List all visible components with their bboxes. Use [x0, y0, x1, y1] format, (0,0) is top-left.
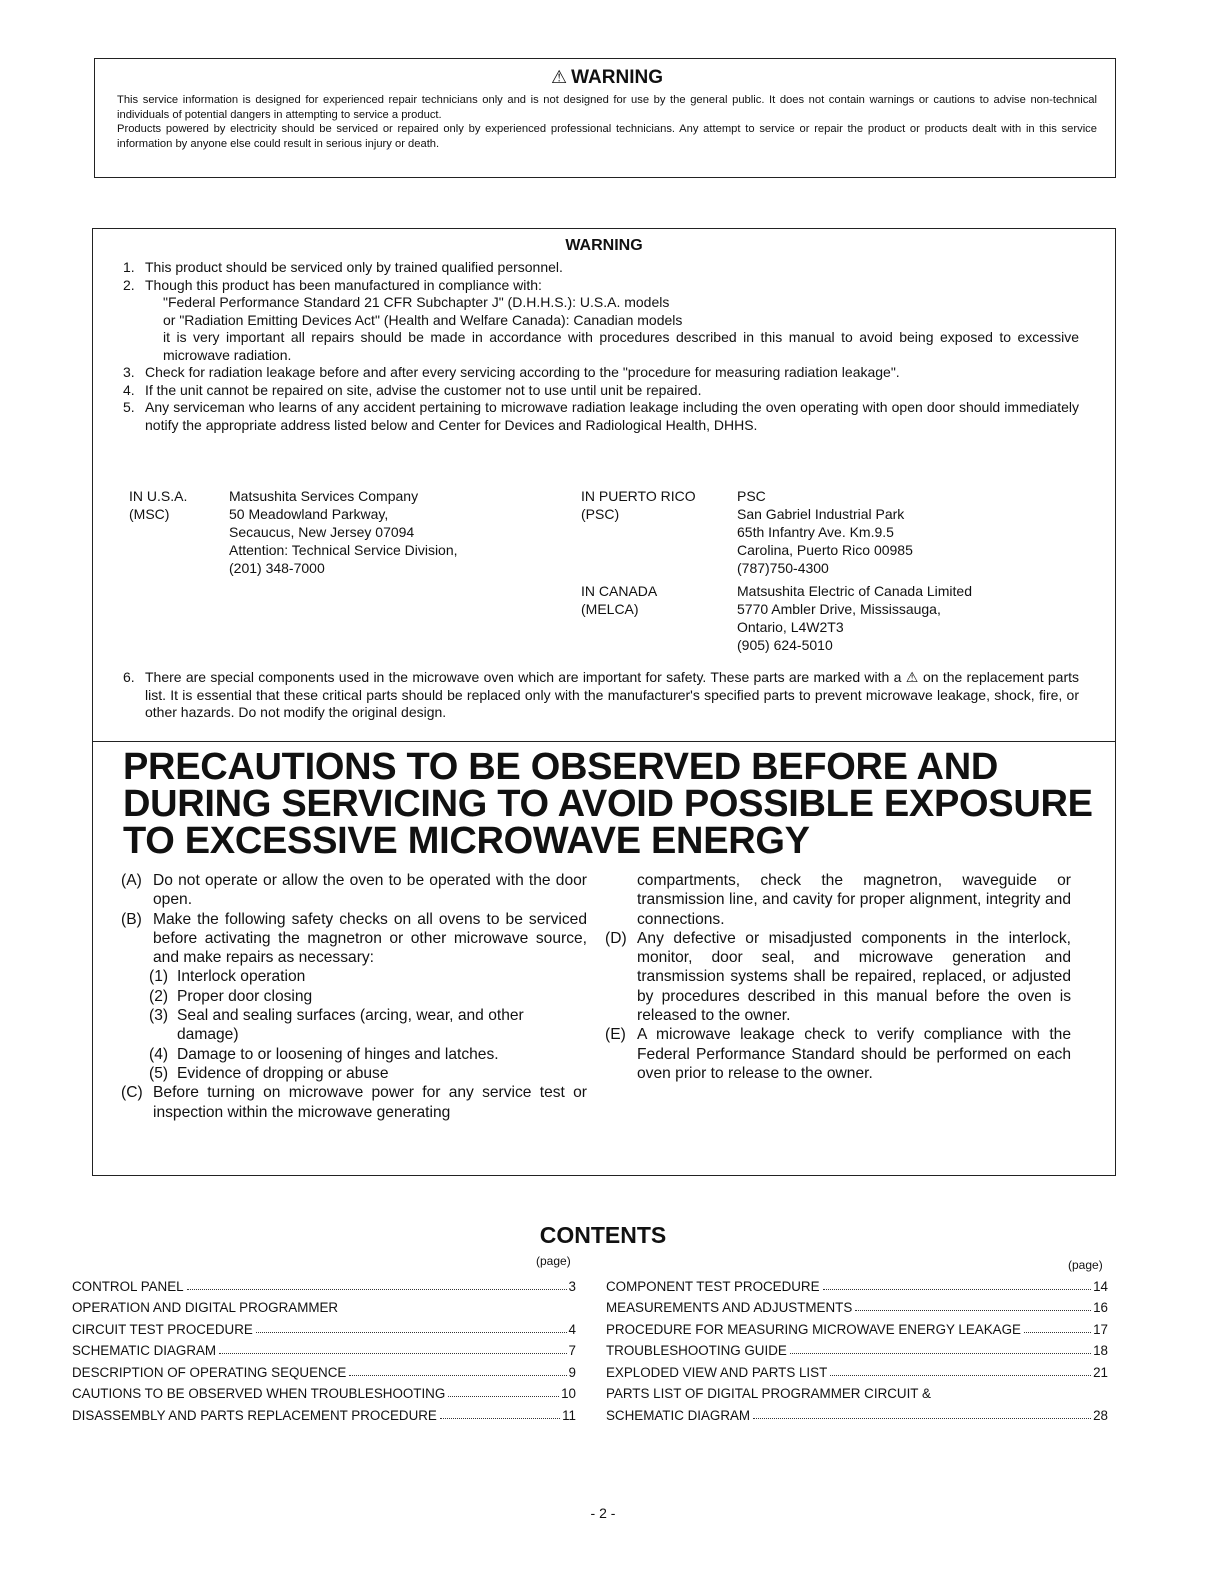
safety-check: (5) Evidence of dropping or abuse [149, 1064, 389, 1082]
warning-item-2: 2. Though this product has been manufactured in compliance with: "Federal Performance Standard 21 CFR Subchapter J" (D.H.H.S.): U.S.A. models or "Radiation Emitting Devices Act" (Health and Welfare Canada): Canadian models it is very important all repairs should be made in accordance with procedures described in this manual to avoid being exposed to excessive microwave radiation. [123, 276, 1079, 363]
warning-paragraph-1: This service information is designed for experienced repair technicians only and is not designed for use by the general public. It does not contain warnings or cautions to advise non-technical individuals of potential dangers in attempting to service a product. [117, 94, 1097, 121]
precaution-d: (D) Any defective or misadjusted components in the interlock, monitor, door seal, and microwave generation and transmission systems shall be repaired, replaced, or adjusted by procedures described in this manual before the oven is released to the owner. [605, 929, 1071, 1025]
precaution-c-continued: compartments, check the magnetron, waveguide or transmission line, and cavity for proper alignment, integrity and connections. [637, 872, 1071, 928]
precaution-b: (B) Make the following safety checks on all ovens to be serviced before activating the magnetron or other microwave source, and make repairs as necessary: [121, 910, 587, 967]
precautions-heading: PRECAUTIONS TO BE OBSERVED BEFORE AND DURING SERVICING TO AVOID POSSIBLE EXPOSURE TO EXCESSIVE MICROWAVE ENERGY [123, 746, 1093, 862]
warning-item-4: 4. If the unit cannot be repaired on site, advise the customer not to use until unit be repaired. [123, 381, 702, 398]
safety-check: (4) Damage to or loosening of hinges and latches. [149, 1045, 499, 1063]
toc-entry[interactable]: MEASUREMENTS AND ADJUSTMENTS 16 [606, 1300, 1108, 1315]
contents-left-list [72, 1272, 576, 1423]
precaution-c: (C) Before turning on microwave power for any service test or inspection within the microwave generating [121, 1084, 587, 1121]
warning-triangle-icon: ⚠ [551, 67, 568, 87]
safety-check: (3) Seal and sealing surfaces (arcing, wear, and other damage) [149, 1007, 524, 1044]
precautions-left-column [121, 871, 587, 1122]
toc-entry[interactable]: OPERATION AND DIGITAL PROGRAMMER [72, 1300, 339, 1315]
warning-item-6-wrap [123, 669, 1079, 722]
address-canada: IN CANADA (MELCA) Matsushita Electric of Canada Limited 5770 Ambler Drive, Mississauga, Ontario, L4W2T3 (905) 624-5010 [581, 583, 972, 653]
warning-box [94, 58, 1116, 178]
precaution-a: (A) Do not operate or allow the oven to be operated with the door open. [121, 872, 587, 909]
toc-entry[interactable]: DESCRIPTION OF OPERATING SEQUENCE 9 [72, 1364, 576, 1380]
page-column-header: (page) [536, 1254, 571, 1268]
warning-item-1: 1. This product should be serviced only by trained qualified personnel. [123, 259, 563, 275]
contents-right-list [606, 1272, 1108, 1423]
toc-entry[interactable]: TROUBLESHOOTING GUIDE 18 [606, 1343, 1108, 1358]
toc-entry[interactable]: DISASSEMBLY AND PARTS REPLACEMENT PROCEDURE 11 [72, 1407, 576, 1423]
toc-entry[interactable]: SCHEMATIC DIAGRAM 28 [606, 1407, 1108, 1423]
precautions-right-column [605, 871, 1071, 1083]
toc-entry[interactable]: CONTROL PANEL 3 [72, 1278, 576, 1294]
precaution-e: (E) A microwave leakage check to verify compliance with the Federal Performance Standard should be performed on each oven prior to release to the owner. [605, 1026, 1071, 1082]
warning-paragraph-2: Products powered by electricity should be serviced or repaired only by experienced professional technicians. Any attempt to service or repair the product or products dealt with in this service information by anyone else could result in serious injury or death. [117, 123, 1097, 150]
toc-entry[interactable]: COMPONENT TEST PROCEDURE 14 [606, 1278, 1108, 1294]
section-divider [93, 741, 1115, 742]
toc-entry[interactable]: CAUTIONS TO BE OBSERVED WHEN TROUBLESHOOTING 10 [72, 1386, 576, 1401]
page-column-header: (page) [1068, 1258, 1103, 1272]
warning-item-5: 5. Any serviceman who learns of any accident pertaining to microwave radiation leakage including the oven operating with open door should immediately notify the appropriate address listed below and Center for Devices and Radiological Health, DHHS. [123, 399, 1079, 433]
toc-entry[interactable]: PARTS LIST OF DIGITAL PROGRAMMER CIRCUIT & [606, 1386, 931, 1401]
safety-check: (2) Proper door closing [149, 987, 313, 1005]
warning-item-6: 6. There are special components used in the microwave oven which are important for safety. These parts are marked with a ⚠ on the replacement parts list. It is essential that these critical parts should be replaced only with the manufacturer's specified parts to prevent microwave leakage, shock, fire, or other hazards. Do not modify the original design. [123, 669, 1080, 720]
address-usa: IN U.S.A. (MSC) Matsushita Services Company 50 Meadowland Parkway, Secaucus, New Jersey 07094 Attention: Technical Service Division, (201) 348-7000 [129, 488, 458, 576]
page-number: - 2 - [590, 1505, 616, 1521]
toc-entry[interactable]: SCHEMATIC DIAGRAM 7 [72, 1343, 576, 1358]
warning-item-3: 3. Check for radiation leakage before and after every servicing according to the "procedure for measuring radiation leakage". [123, 364, 900, 380]
address-puerto-rico: IN PUERTO RICO (PSC) PSC San Gabriel Industrial Park 65th Infantry Ave. Km.9.5 Carolina, Puerto Rico 00985 (787)750-4300 [581, 488, 913, 576]
warning-title: ⚠ WARNING [551, 67, 663, 88]
warning-list [123, 259, 1079, 434]
toc-entry[interactable]: PROCEDURE FOR MEASURING MICROWAVE ENERGY LEAKAGE 17 [606, 1321, 1108, 1337]
toc-entry[interactable]: EXPLODED VIEW AND PARTS LIST 21 [606, 1364, 1108, 1380]
toc-entry[interactable]: CIRCUIT TEST PROCEDURE 4 [72, 1321, 576, 1337]
warning-triangle-icon: ⚠ [905, 669, 919, 685]
safety-check: (1) Interlock operation [149, 968, 306, 986]
contents-title: CONTENTS [539, 1222, 667, 1248]
service-warning-title: WARNING [565, 237, 643, 254]
service-warning-box [92, 228, 1116, 1176]
